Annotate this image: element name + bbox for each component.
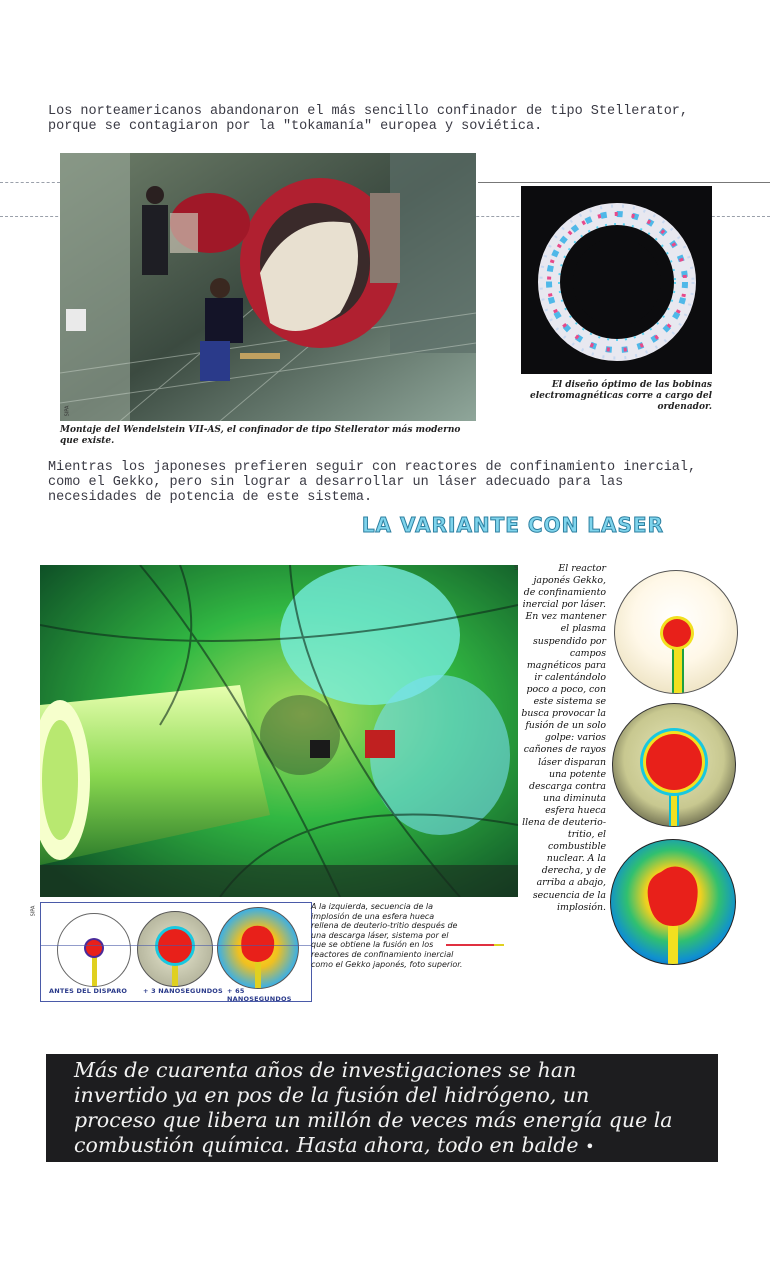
sequence-label-1: ANTES DEL DISPARO (49, 987, 128, 995)
sequence-circle-3 (217, 907, 299, 989)
photo1-caption: Montaje del Wendelstein VII-AS, el confinador de tipo Stellerator más moderno que existe. (60, 425, 461, 446)
sequence-circle-1 (57, 913, 131, 987)
implosion-circle-3 (610, 839, 736, 965)
wendelstein-illustration (60, 153, 476, 421)
closing-quote-box (46, 1054, 718, 1162)
sequence-label-2: + 3 NANOSEGUNDOS (143, 987, 223, 995)
gekko-photo (40, 565, 518, 897)
photo3-credit: S (514, 564, 519, 572)
middle-paragraph: Mientras los japoneses prefieren seguir con reactores de confinamiento inercial, como el Gekko, pero sin lograr a desarrollar un láser adecuado para las necesidades de potencia de este sistema. (48, 460, 697, 505)
sequence-box (40, 902, 312, 1002)
reactor-sidebar-text: El reactor japonés Gekko, de confinamiento inercial por láser. En vez mantener el plasma suspendido por campos magnéticos para ir calentándolo poco a poco, con este sistema se busca provocar la fusión de un solo golpe: varios cañones de rayos láser disparan una potente descarga contra una diminuta esfera hueca llena de deuterio-tritio, el combustible nuclear. A la derecha, y de arriba a abajo, secuencia de la implosión. (521, 563, 606, 913)
photo1-credit: SIPA (64, 405, 71, 417)
dashed-rule-top (0, 182, 60, 183)
section-heading: LA VARIANTE CON LASER (361, 513, 664, 537)
photo2-caption: El diseño óptimo de las bobinas electromagnéticas corre a cargo del ordenador. (530, 380, 712, 412)
gekko-illustration (40, 565, 518, 897)
closing-quote: Más de cuarenta años de investigaciones se han invertido ya en pos de la fusión del hidrógeno, un proceso que libera un millón de veces más energía que la combustión química. Hasta ahora, todo en balde (74, 1058, 673, 1157)
accent-line-yellow (494, 944, 504, 946)
sequence-circle-2 (137, 911, 213, 987)
coils-photo (521, 186, 712, 374)
implosion-circle-1 (614, 570, 738, 694)
sequence-label-3: + 65 NANOSEGUNDOS (227, 987, 292, 1003)
closing-quote-text (74, 1058, 674, 1159)
sequence-axis-line (41, 945, 311, 946)
dashed-rule-top-right (478, 182, 770, 183)
sequence-caption: A la izquierda, secuencia de la implosión de una esfera hueca rellena de deuterio-tritio después de una descarga láser, sistema por el que se obtiene la fusión en los reactores de confinamiento inercial como el Gekko japonés, foto superior. (311, 902, 463, 969)
implosion-circle-2 (612, 703, 736, 827)
intro-paragraph: Los norteamericanos abandonaron el más sencillo confinador de tipo Stellerator, porque se contagiaron por la "tokamanía" europea y soviética. (48, 104, 689, 134)
sequence-credit: SIPA (30, 905, 37, 917)
closing-bullet: • (585, 1137, 595, 1156)
coil-ring-illustration (521, 186, 712, 374)
wendelstein-photo (60, 153, 476, 421)
